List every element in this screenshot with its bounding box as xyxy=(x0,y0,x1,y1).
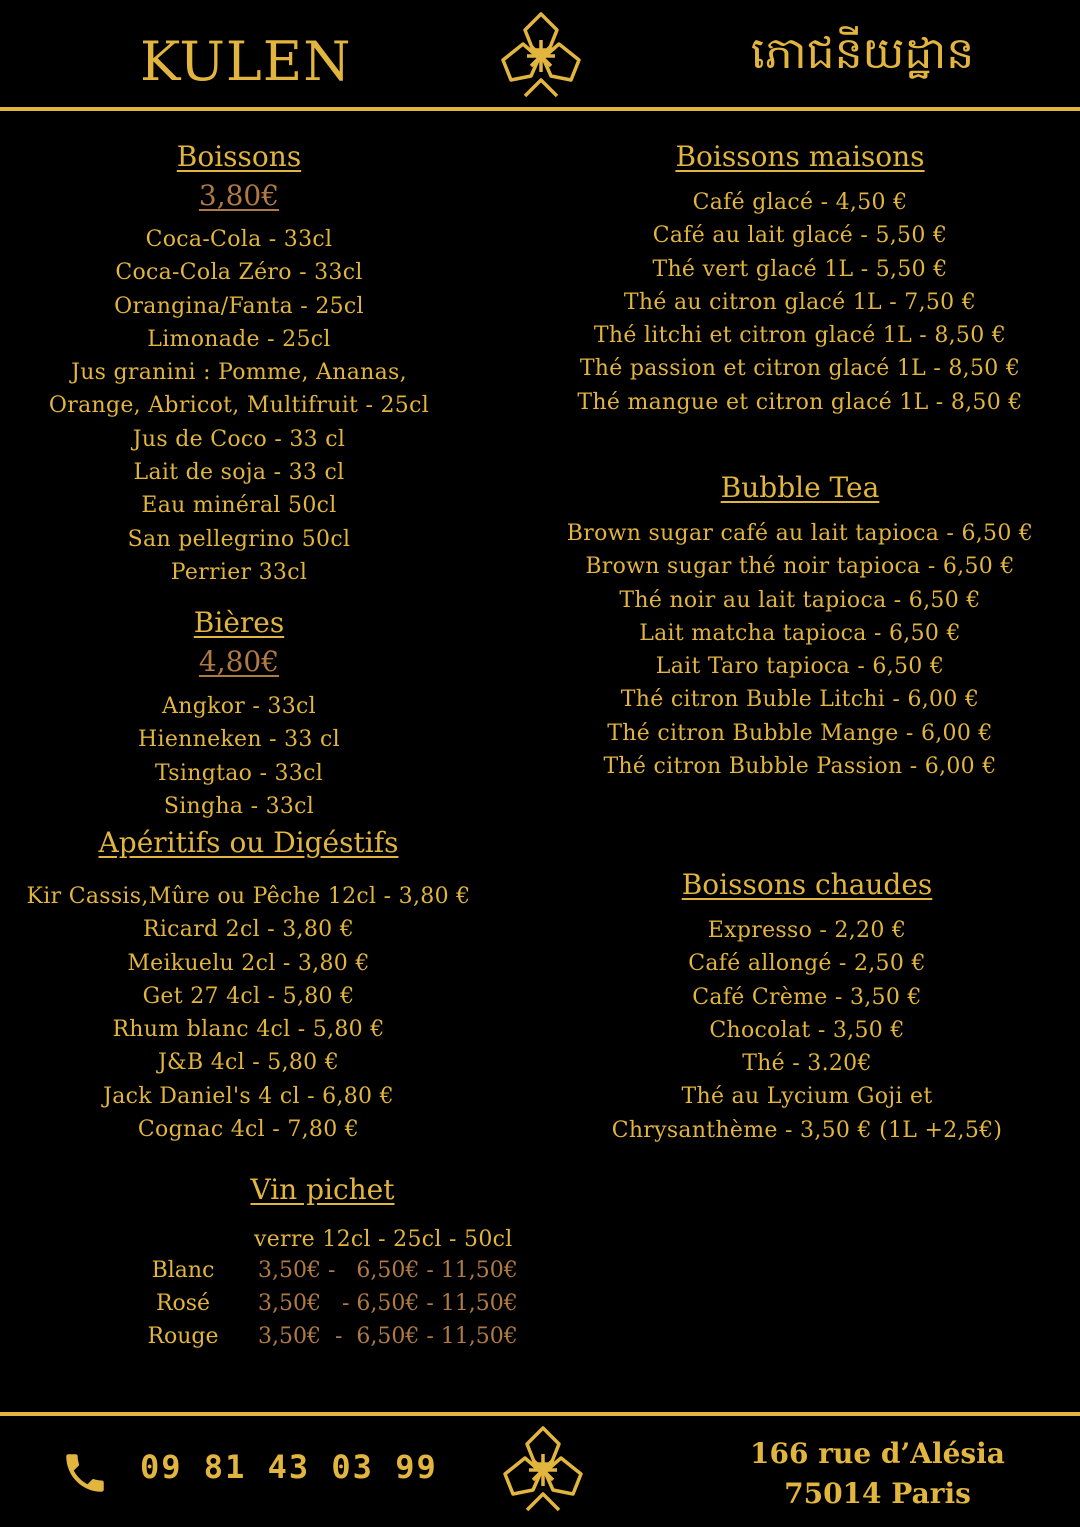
kulen-logo-icon xyxy=(495,10,587,102)
bieres-section xyxy=(0,603,478,823)
address xyxy=(735,1434,1020,1514)
menu-item: Angkor - 33cl xyxy=(162,694,316,719)
menu-item: Chocolat - 3,50 € xyxy=(709,1017,905,1043)
phone-icon xyxy=(60,1448,110,1498)
menu-item: Jack Daniel's 4 cl - 6,80 € xyxy=(103,1083,394,1109)
menu-item: Meikuelu 2cl - 3,80 € xyxy=(127,950,370,976)
wine-row xyxy=(0,1291,560,1325)
menu-item: Kir Cassis,Mûre ou Pêche 12cl - 3,80 € xyxy=(26,884,471,909)
menu-item: Thé citron Buble Litchi - 6,00 € xyxy=(620,687,980,713)
menu-item: Thé litchi et citron glacé 1L - 8,50 € xyxy=(593,323,1007,349)
menu-item: Lait matcha tapioca - 6,50 € xyxy=(639,620,961,646)
menu-item: Cognac 4cl - 7,80 € xyxy=(137,1117,360,1143)
menu-item: Thé au Lycium Goji et xyxy=(681,1084,933,1110)
menu-item: Thé vert glacé 1L - 5,50 € xyxy=(652,256,948,282)
menu-item: Thé mangue et citron glacé 1L - 8,50 € xyxy=(577,389,1023,415)
menu-item: Limonade - 25cl xyxy=(147,326,331,352)
menu-item: Lait Taro tapioca - 6,50 € xyxy=(655,654,945,680)
wine-prices: 3,50€ - 6,50€ - 11,50€ xyxy=(258,1291,518,1316)
menu-item: Brown sugar thé noir tapioca - 6,50 € xyxy=(585,554,1015,580)
menu-item: Thé citron Bubble Passion - 6,00 € xyxy=(603,754,997,780)
menu-item: Thé citron Bubble Mange - 6,00 € xyxy=(607,720,993,746)
menu-item: Orangina/Fanta - 25cl xyxy=(114,293,364,319)
boissons-section xyxy=(0,137,478,589)
khmer-title: ភោជនីយដ្ឋាន xyxy=(750,28,975,79)
menu-item: Ricard 2cl - 3,80 € xyxy=(142,917,355,943)
menu-item: Café Crème - 3,50 € xyxy=(692,984,922,1010)
wine-label: Blanc xyxy=(151,1258,215,1283)
menu-item: Café au lait glacé - 5,50 € xyxy=(652,223,948,249)
section-title: Bubble Tea xyxy=(720,471,880,504)
section-title: Bières xyxy=(193,606,285,639)
brand-name: KULEN xyxy=(140,30,352,93)
section-title: Boissons xyxy=(176,140,302,173)
menu-item: J&B 4cl - 5,80 € xyxy=(157,1050,340,1076)
wine-row xyxy=(0,1258,560,1292)
section-price: 3,80€ xyxy=(198,179,280,212)
section-title: Boissons chaudes xyxy=(681,868,933,901)
menu-item: Jus granini : Pomme, Ananas, xyxy=(71,360,407,386)
bubble-tea-section xyxy=(540,468,1060,783)
menu-item: Café glacé - 4,50 € xyxy=(692,190,908,215)
menu-item: Thé noir au lait tapioca - 6,50 € xyxy=(619,587,981,613)
menu-item: Singha - 33cl xyxy=(163,793,315,819)
top-divider xyxy=(0,107,1080,111)
menu-item: Perrier 33cl xyxy=(170,559,308,585)
bottom-divider xyxy=(0,1412,1080,1416)
menu-item: Lait de soja - 33 cl xyxy=(133,460,345,486)
menu-item: San pellegrino 50cl xyxy=(127,526,351,552)
section-title: Vin pichet xyxy=(250,1173,395,1206)
wine-label: Rosé xyxy=(155,1291,211,1316)
wine-row xyxy=(0,1324,560,1358)
vin-pichet-title-wrap xyxy=(150,1170,495,1210)
wine-prices: 3,50€ - 6,50€ - 11,50€ xyxy=(258,1258,518,1283)
aperitifs-section xyxy=(0,823,497,1146)
menu-item: Tsingtao - 33cl xyxy=(154,760,324,786)
wine-label: Rouge xyxy=(147,1324,219,1349)
section-title: Boissons maisons xyxy=(675,140,925,173)
menu-item: Brown sugar café au lait tapioca - 6,50 € xyxy=(566,521,1034,546)
menu-item: Orange, Abricot, Multifruit - 25cl xyxy=(48,393,430,419)
kulen-logo-icon xyxy=(497,1424,589,1516)
menu-item: Coca-Cola - 33cl xyxy=(145,227,333,252)
menu-item: Rhum blanc 4cl - 5,80 € xyxy=(112,1017,385,1043)
menu-item: Eau minéral 50cl xyxy=(141,493,337,519)
section-title: Apéritifs ou Digéstifs xyxy=(98,826,399,859)
menu-item: Thé au citron glacé 1L - 7,50 € xyxy=(623,289,977,315)
menu-item: Café allongé - 2,50 € xyxy=(688,951,926,977)
menu-item: Get 27 4cl - 5,80 € xyxy=(142,983,355,1009)
boissons-maisons-section xyxy=(540,137,1060,419)
menu-item: Coca-Cola Zéro - 33cl xyxy=(115,260,363,286)
wine-prices: 3,50€ - 6,50€ - 11,50€ xyxy=(258,1324,518,1349)
address-street: 166 rue d’Alésia xyxy=(750,1437,1005,1470)
menu-item: Thé - 3.20€ xyxy=(742,1051,872,1077)
menu-item: Hienneken - 33 cl xyxy=(138,727,340,753)
section-price: 4,80€ xyxy=(198,645,280,678)
menu-item: Expresso - 2,20 € xyxy=(707,918,907,943)
menu-item: Chrysanthème - 3,50 € (1L +2,5€) xyxy=(611,1117,1003,1143)
wine-volume-header: verre 12cl - 25cl - 50cl xyxy=(254,1227,513,1252)
boissons-chaudes-section xyxy=(547,865,1067,1147)
menu-item: Thé passion et citron glacé 1L - 8,50 € xyxy=(579,356,1021,382)
phone-number[interactable]: 09 81 43 03 99 xyxy=(140,1448,438,1486)
menu-item: Jus de Coco - 33 cl xyxy=(132,426,346,452)
address-city: 75014 Paris xyxy=(784,1477,971,1510)
